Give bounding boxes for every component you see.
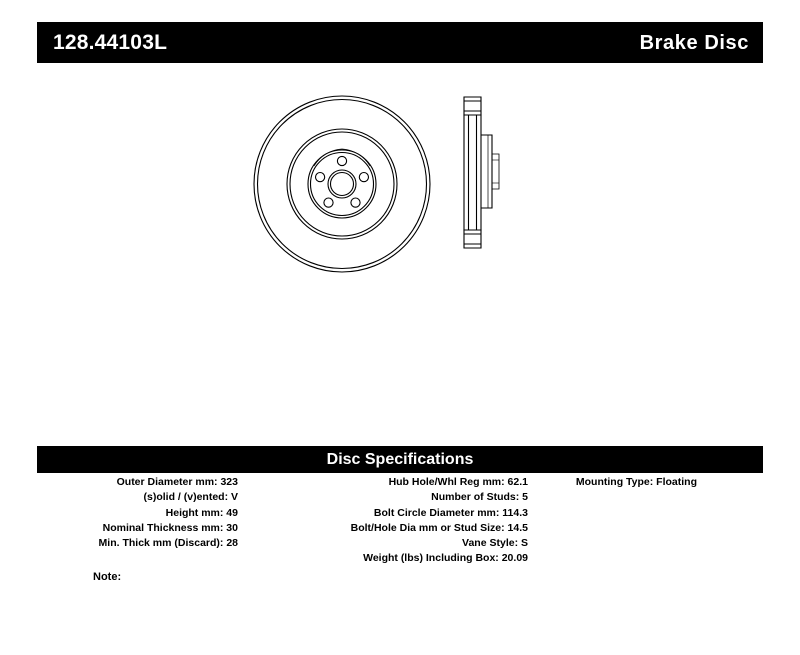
- spec-table: [37, 475, 763, 567]
- spec-item: Number of Studs: 5: [431, 491, 528, 504]
- spec-column-middle: [242, 475, 532, 567]
- spec-header-title: Disc Specifications: [326, 450, 474, 468]
- spec-item: Bolt Circle Diameter mm: 114.3: [373, 506, 528, 519]
- spec-column-left: [37, 475, 242, 551]
- brake-rotor-edge-view: [464, 97, 499, 248]
- product-drawing: [250, 80, 570, 300]
- spec-item: Height mm: 49: [165, 506, 238, 519]
- spec-item: (s)olid / (v)ented: V: [143, 491, 238, 504]
- product-type-label: Brake Disc: [639, 31, 749, 54]
- brake-disc-drawing-svg: [250, 80, 570, 300]
- spec-item: Bolt/Hole Dia mm or Stud Size: 14.5: [350, 521, 528, 534]
- header-bar: [37, 22, 763, 63]
- spec-item: Weight (lbs) Including Box: 20.09: [363, 552, 528, 565]
- spec-header-bar: [37, 446, 763, 473]
- spec-item: Mounting Type: Floating: [575, 476, 697, 488]
- spec-item: Min. Thick mm (Discard): 28: [98, 537, 238, 550]
- part-number: 128.44103L: [53, 31, 168, 54]
- spec-item: Hub Hole/Whl Reg mm: 62.1: [388, 476, 528, 488]
- note-label: Note:: [93, 571, 122, 583]
- brake-rotor-face-view: [254, 96, 430, 272]
- spec-item: Vane Style: S: [462, 537, 528, 550]
- spec-item: Outer Diameter mm: 323: [116, 476, 238, 488]
- spec-column-right: [532, 475, 763, 490]
- spec-item: Nominal Thickness mm: 30: [102, 521, 238, 534]
- note-row: [93, 571, 121, 583]
